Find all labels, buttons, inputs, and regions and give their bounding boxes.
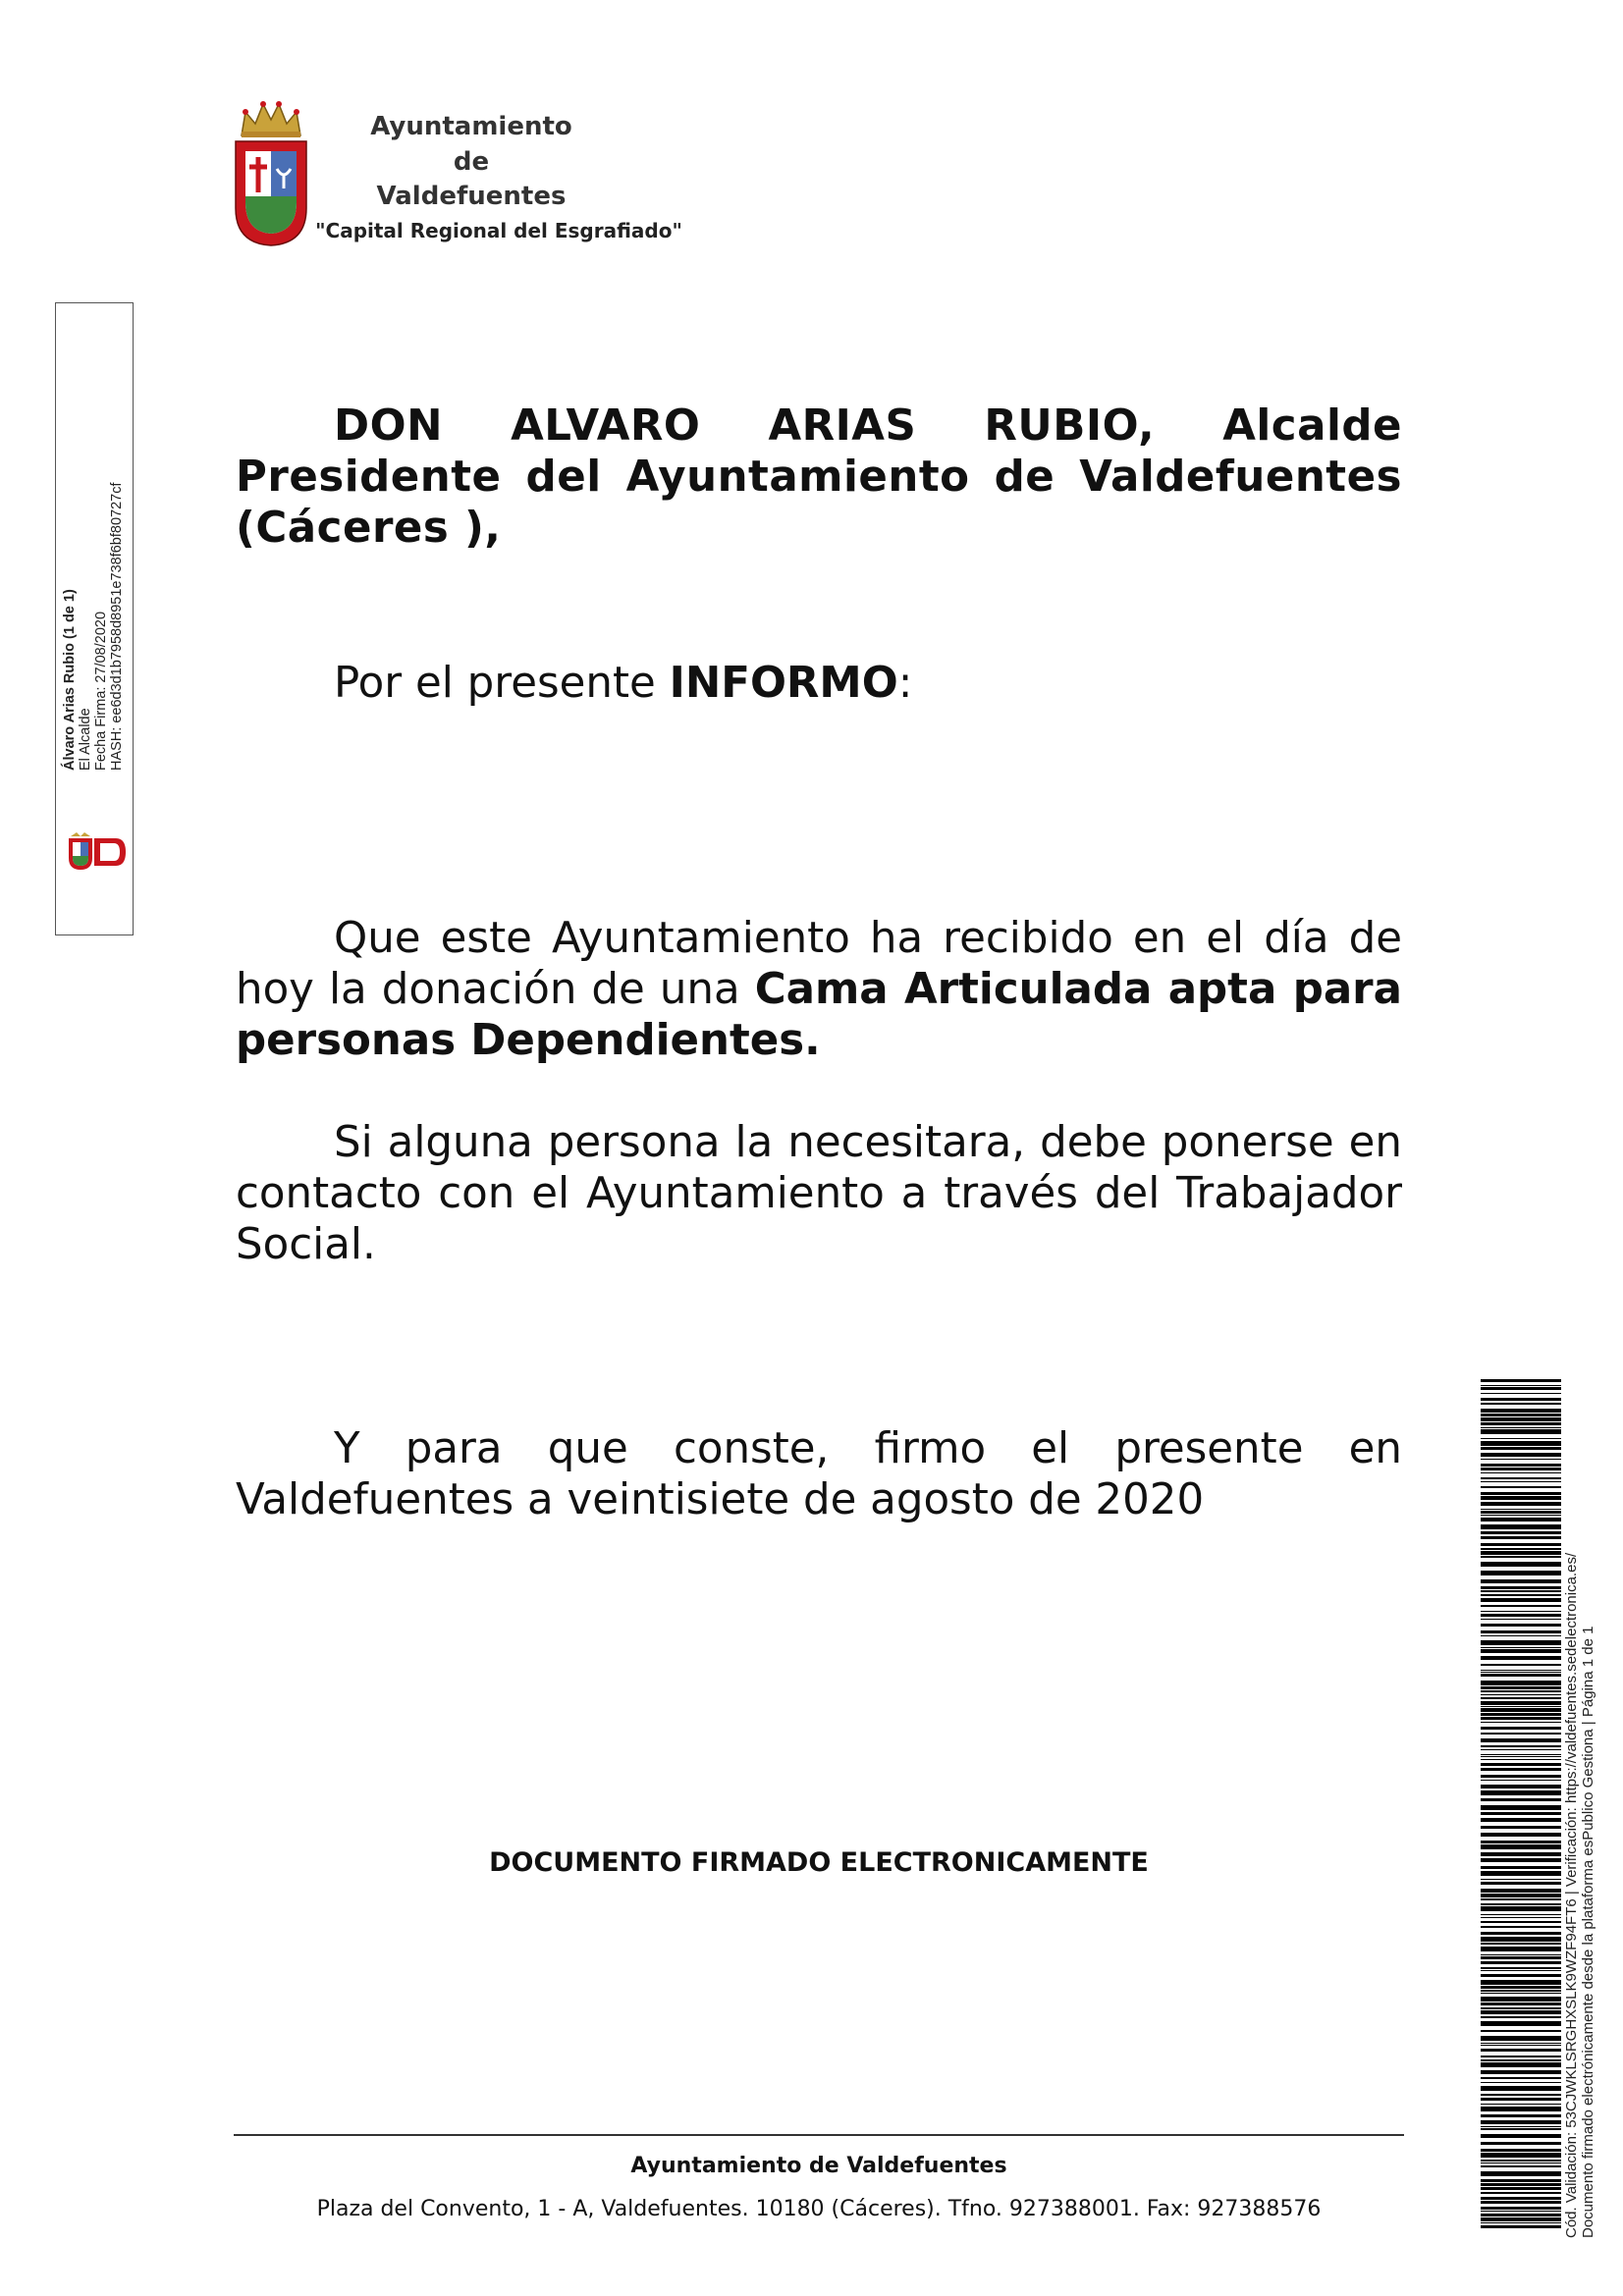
barcode-bar bbox=[1481, 2160, 1561, 2162]
barcode-bar bbox=[1481, 1937, 1561, 1942]
barcode-bar bbox=[1481, 2225, 1561, 2228]
barcode-bar bbox=[1481, 1749, 1561, 1750]
barcode-bar bbox=[1481, 1548, 1561, 1550]
barcode-bar bbox=[1481, 1379, 1561, 1382]
barcode-bar bbox=[1481, 1993, 1561, 1994]
barcode-bar bbox=[1481, 2107, 1561, 2111]
barcode-bar bbox=[1481, 1556, 1561, 1558]
barcode-bar bbox=[1481, 1903, 1561, 1905]
barcode-bar bbox=[1481, 1496, 1561, 1500]
barcode-bar bbox=[1481, 2134, 1561, 2138]
barcode-bar bbox=[1481, 2171, 1561, 2176]
barcode-bar bbox=[1481, 1640, 1561, 1645]
barcode-bar bbox=[1481, 1986, 1561, 1989]
barcode-bar bbox=[1481, 1414, 1561, 1416]
barcode-bar bbox=[1481, 1879, 1561, 1880]
barcode-bar bbox=[1481, 1974, 1561, 1977]
barcode-bar bbox=[1481, 1954, 1561, 1955]
barcode-bar bbox=[1481, 1524, 1561, 1529]
barcode-bar bbox=[1481, 2126, 1561, 2127]
signature-date: Fecha Firma: 27/08/2020 bbox=[93, 611, 109, 771]
barcode-bar bbox=[1481, 1586, 1561, 1589]
barcode-bar bbox=[1481, 1759, 1561, 1760]
barcode-bar bbox=[1481, 2043, 1561, 2044]
barcode-bar bbox=[1481, 1611, 1561, 1612]
barcode-bar bbox=[1481, 2007, 1561, 2009]
barcode-bar bbox=[1481, 2153, 1561, 2158]
barcode-bar bbox=[1481, 1472, 1561, 1473]
barcode-bar bbox=[1481, 2010, 1561, 2014]
barcode-bar bbox=[1481, 1733, 1561, 1735]
barcode-bar bbox=[1481, 2059, 1561, 2061]
barcode-bar bbox=[1481, 2045, 1561, 2046]
barcode-bar bbox=[1481, 1551, 1561, 1555]
barcode-bar bbox=[1481, 1656, 1561, 1660]
barcode-bar bbox=[1481, 1674, 1561, 1677]
barcode-bar bbox=[1481, 1594, 1561, 1596]
donation-item: Cama Articulada apta para personas Dependientes. bbox=[236, 965, 1402, 1065]
barcode-bar bbox=[1481, 2062, 1561, 2067]
signature-hash: HASH: ee6d3d1b7958d8951e738f6bf80727cf bbox=[109, 482, 125, 771]
barcode-bar bbox=[1481, 1706, 1561, 1707]
barcode-bar bbox=[1481, 1422, 1561, 1425]
barcode-bar bbox=[1481, 1398, 1561, 1401]
barcode-bar bbox=[1481, 1614, 1561, 1617]
barcode-bar bbox=[1481, 2077, 1561, 2079]
verification-platform: Documento firmado electrónicamente desde la plataforma esPublico Gestiona | Página 1 de 1 bbox=[1580, 1626, 1596, 2238]
barcode-bar bbox=[1481, 2049, 1561, 2052]
barcode-bar bbox=[1481, 1649, 1561, 1653]
barcode-bar bbox=[1481, 1385, 1561, 1386]
barcode-bar bbox=[1481, 2086, 1561, 2091]
barcode-bar bbox=[1481, 1921, 1561, 1923]
barcode-bar bbox=[1481, 1826, 1561, 1829]
barcode-bar bbox=[1481, 1427, 1561, 1428]
barcode-bar bbox=[1481, 1882, 1561, 1885]
barcode-bar bbox=[1481, 1387, 1561, 1390]
barcode-bar bbox=[1481, 1917, 1561, 1918]
barcode-bar bbox=[1481, 1438, 1561, 1439]
barcode-bar bbox=[1481, 1701, 1561, 1705]
barcode-bar bbox=[1481, 1818, 1561, 1822]
barcode-bar bbox=[1481, 1630, 1561, 1633]
barcode-bar bbox=[1481, 2082, 1561, 2083]
barcode-bar bbox=[1481, 1619, 1561, 1620]
barcode-bar bbox=[1481, 2222, 1561, 2223]
barcode-bar bbox=[1481, 1780, 1561, 1781]
barcode-bar bbox=[1481, 1468, 1561, 1470]
barcode-bar bbox=[1481, 1906, 1561, 1911]
letterhead-line-1: Ayuntamiento bbox=[370, 112, 572, 141]
barcode-bar bbox=[1481, 1686, 1561, 1689]
barcode-bar bbox=[1481, 1635, 1561, 1636]
barcode-bar bbox=[1481, 1914, 1561, 1915]
informo-prefix: Por el presente bbox=[334, 659, 670, 708]
barcode-bar bbox=[1481, 1970, 1561, 1971]
barcode-bar bbox=[1481, 2201, 1561, 2204]
barcode-bar bbox=[1481, 1409, 1561, 1413]
barcode-bar bbox=[1481, 1536, 1561, 1539]
barcode-bar bbox=[1481, 1690, 1561, 1692]
barcode-bar bbox=[1481, 2192, 1561, 2194]
barcode-bar bbox=[1481, 2187, 1561, 2190]
barcode-bar bbox=[1481, 2128, 1561, 2130]
barcode-bar bbox=[1481, 1833, 1561, 1837]
closing-paragraph: Y para que conste, firmo el presente en Valdefuentes a veintisiete de agosto de 2020 bbox=[236, 1424, 1402, 1524]
donation-text: Que este Ayuntamiento ha recibido en el día de hoy la donación de una bbox=[236, 914, 1402, 1014]
barcode-bar bbox=[1481, 2021, 1561, 2026]
barcode-bar bbox=[1481, 1571, 1561, 1575]
barcode-bar bbox=[1481, 1492, 1561, 1495]
barcode-bar bbox=[1481, 1722, 1561, 1723]
barcode-bar bbox=[1481, 1990, 1561, 1992]
barcode-bar bbox=[1481, 2179, 1561, 2182]
barcode-bar bbox=[1481, 1717, 1561, 1720]
barcode-bar bbox=[1481, 1562, 1561, 1567]
barcode-bar bbox=[1481, 1844, 1561, 1849]
barcode-bar bbox=[1481, 1812, 1561, 1815]
barcode-bar bbox=[1481, 1697, 1561, 1699]
informo-colon: : bbox=[897, 659, 913, 708]
informo-keyword: INFORMO bbox=[669, 659, 898, 708]
barcode-bar bbox=[1481, 1894, 1561, 1897]
barcode-bar bbox=[1481, 1459, 1561, 1460]
barcode-bar bbox=[1481, 2094, 1561, 2096]
barcode-bar bbox=[1481, 1775, 1561, 1778]
stamp-crest-icon bbox=[65, 832, 130, 872]
barcode-bar bbox=[1481, 2142, 1561, 2145]
barcode-bar bbox=[1481, 2030, 1561, 2032]
barcode-bar bbox=[1481, 2098, 1561, 2101]
barcode-bar bbox=[1481, 1441, 1561, 1446]
barcode-bar bbox=[1481, 1798, 1561, 1801]
barcode-bar bbox=[1481, 1790, 1561, 1795]
barcode-bar bbox=[1481, 1453, 1561, 1457]
barcode-bar bbox=[1481, 1980, 1561, 1985]
barcode-bar bbox=[1481, 1694, 1561, 1695]
signer-role: El Alcalde bbox=[78, 708, 93, 771]
barcode-bar bbox=[1481, 1681, 1561, 1685]
footer-divider bbox=[234, 2134, 1404, 2136]
barcode-bar bbox=[1481, 1754, 1561, 1755]
barcode-bar bbox=[1481, 2056, 1561, 2057]
barcode-bar bbox=[1481, 1947, 1561, 1951]
coat-of-arms-logo bbox=[232, 98, 310, 247]
barcode bbox=[1481, 1379, 1561, 2233]
barcode-bar bbox=[1481, 1509, 1561, 1510]
barcode-bar bbox=[1481, 1605, 1561, 1607]
barcode-bar bbox=[1481, 2104, 1561, 2105]
verification-code: Cód. Validación: 53CJWKLSRGHXSLK9WZF94FT6 | Verificación: https://valdefuentes.sedelectronica.es/ bbox=[1563, 1552, 1580, 2238]
barcode-bar bbox=[1481, 2183, 1561, 2186]
barcode-bar bbox=[1481, 1672, 1561, 1673]
barcode-bar bbox=[1481, 1511, 1561, 1514]
barcode-bar bbox=[1481, 1670, 1561, 1671]
barcode-bar bbox=[1481, 1756, 1561, 1757]
barcode-bar bbox=[1481, 1713, 1561, 1716]
informo-line bbox=[236, 658, 1402, 709]
barcode-bar bbox=[1481, 2016, 1561, 2018]
barcode-bar bbox=[1481, 1518, 1561, 1522]
signature-stamp-text bbox=[62, 447, 131, 771]
barcode-bar bbox=[1481, 1429, 1561, 1434]
letterhead-motto: "Capital Regional del Esgrafiado" bbox=[315, 219, 682, 242]
barcode-bar bbox=[1481, 1738, 1561, 1742]
barcode-bar bbox=[1481, 1898, 1561, 1900]
barcode-bar bbox=[1481, 1647, 1561, 1648]
barcode-bar bbox=[1481, 1481, 1561, 1482]
barcode-bar bbox=[1481, 1664, 1561, 1666]
barcode-bar bbox=[1481, 1871, 1561, 1876]
barcode-bar bbox=[1481, 2114, 1561, 2117]
barcode-bar bbox=[1481, 1763, 1561, 1766]
barcode-bar bbox=[1481, 2214, 1561, 2216]
barcode-bar bbox=[1481, 1858, 1561, 1862]
barcode-bar bbox=[1481, 1502, 1561, 1506]
barcode-bar bbox=[1481, 1464, 1561, 1467]
barcode-bar bbox=[1481, 1727, 1561, 1730]
barcode-bar bbox=[1481, 1624, 1561, 1627]
barcode-bar bbox=[1481, 1515, 1561, 1516]
electronic-signature-label: DOCUMENTO FIRMADO ELECTRONICAMENTE bbox=[489, 1847, 1149, 1878]
barcode-bar bbox=[1481, 2197, 1561, 2200]
barcode-bar bbox=[1481, 1889, 1561, 1893]
barcode-bar bbox=[1481, 2207, 1561, 2210]
barcode-bar bbox=[1481, 1805, 1561, 1810]
donation-paragraph bbox=[236, 913, 1402, 1066]
barcode-bar bbox=[1481, 1486, 1561, 1488]
barcode-bar bbox=[1481, 1943, 1561, 1945]
barcode-bar bbox=[1481, 2149, 1561, 2152]
barcode-bar bbox=[1481, 1932, 1561, 1935]
barcode-bar bbox=[1481, 1841, 1561, 1843]
barcode-bar bbox=[1481, 1768, 1561, 1771]
document-header: DON ALVARO ARIAS RUBIO, Alcalde Presidente del Ayuntamiento de Valdefuentes (Cáceres ), bbox=[236, 401, 1402, 553]
barcode-bar bbox=[1481, 1598, 1561, 1602]
barcode-bar bbox=[1481, 2120, 1561, 2124]
barcode-bar bbox=[1481, 1745, 1561, 1747]
barcode-bar bbox=[1481, 2070, 1561, 2074]
barcode-bar bbox=[1481, 1967, 1561, 1969]
barcode-bar bbox=[1481, 1926, 1561, 1928]
barcode-bar bbox=[1481, 2165, 1561, 2167]
contact-paragraph: Si alguna persona la necesitara, debe ponerse en contacto con el Ayuntamiento a través del Trabajador Social. bbox=[236, 1118, 1402, 1269]
barcode-bar bbox=[1481, 1579, 1561, 1583]
barcode-bar bbox=[1481, 1997, 1561, 2002]
barcode-bar bbox=[1481, 1708, 1561, 1712]
barcode-bar bbox=[1481, 1543, 1561, 1546]
barcode-bar bbox=[1481, 2217, 1561, 2221]
barcode-bar bbox=[1481, 1785, 1561, 1789]
footer-address: Plaza del Convento, 1 - A, Valdefuentes. 10180 (Cáceres). Tfno. 927388001. Fax: 927388576 bbox=[316, 2197, 1322, 2221]
barcode-bar bbox=[1481, 1961, 1561, 1964]
verification-text bbox=[1563, 1384, 1602, 2238]
barcode-bar bbox=[1481, 1866, 1561, 1869]
barcode-bar bbox=[1481, 1852, 1561, 1856]
signer-name: Álvaro Arias Rubio (1 de 1) bbox=[62, 589, 78, 771]
footer-organization: Ayuntamiento de Valdefuentes bbox=[630, 2154, 1007, 2178]
barcode-bar bbox=[1481, 1531, 1561, 1534]
barcode-bar bbox=[1481, 1447, 1561, 1450]
barcode-bar bbox=[1481, 1477, 1561, 1479]
letterhead-line-3: Valdefuentes bbox=[376, 182, 567, 211]
barcode-bar bbox=[1481, 1403, 1561, 1405]
letterhead-line-2: de bbox=[453, 147, 490, 177]
barcode-bar bbox=[1481, 1417, 1561, 1421]
barcode-bar bbox=[1481, 1393, 1561, 1394]
barcode-bar bbox=[1481, 2211, 1561, 2212]
barcode-bar bbox=[1481, 2036, 1561, 2041]
barcode-bar bbox=[1481, 1956, 1561, 1959]
barcode-bar bbox=[1481, 2002, 1561, 2005]
barcode-bar bbox=[1481, 1590, 1561, 1592]
